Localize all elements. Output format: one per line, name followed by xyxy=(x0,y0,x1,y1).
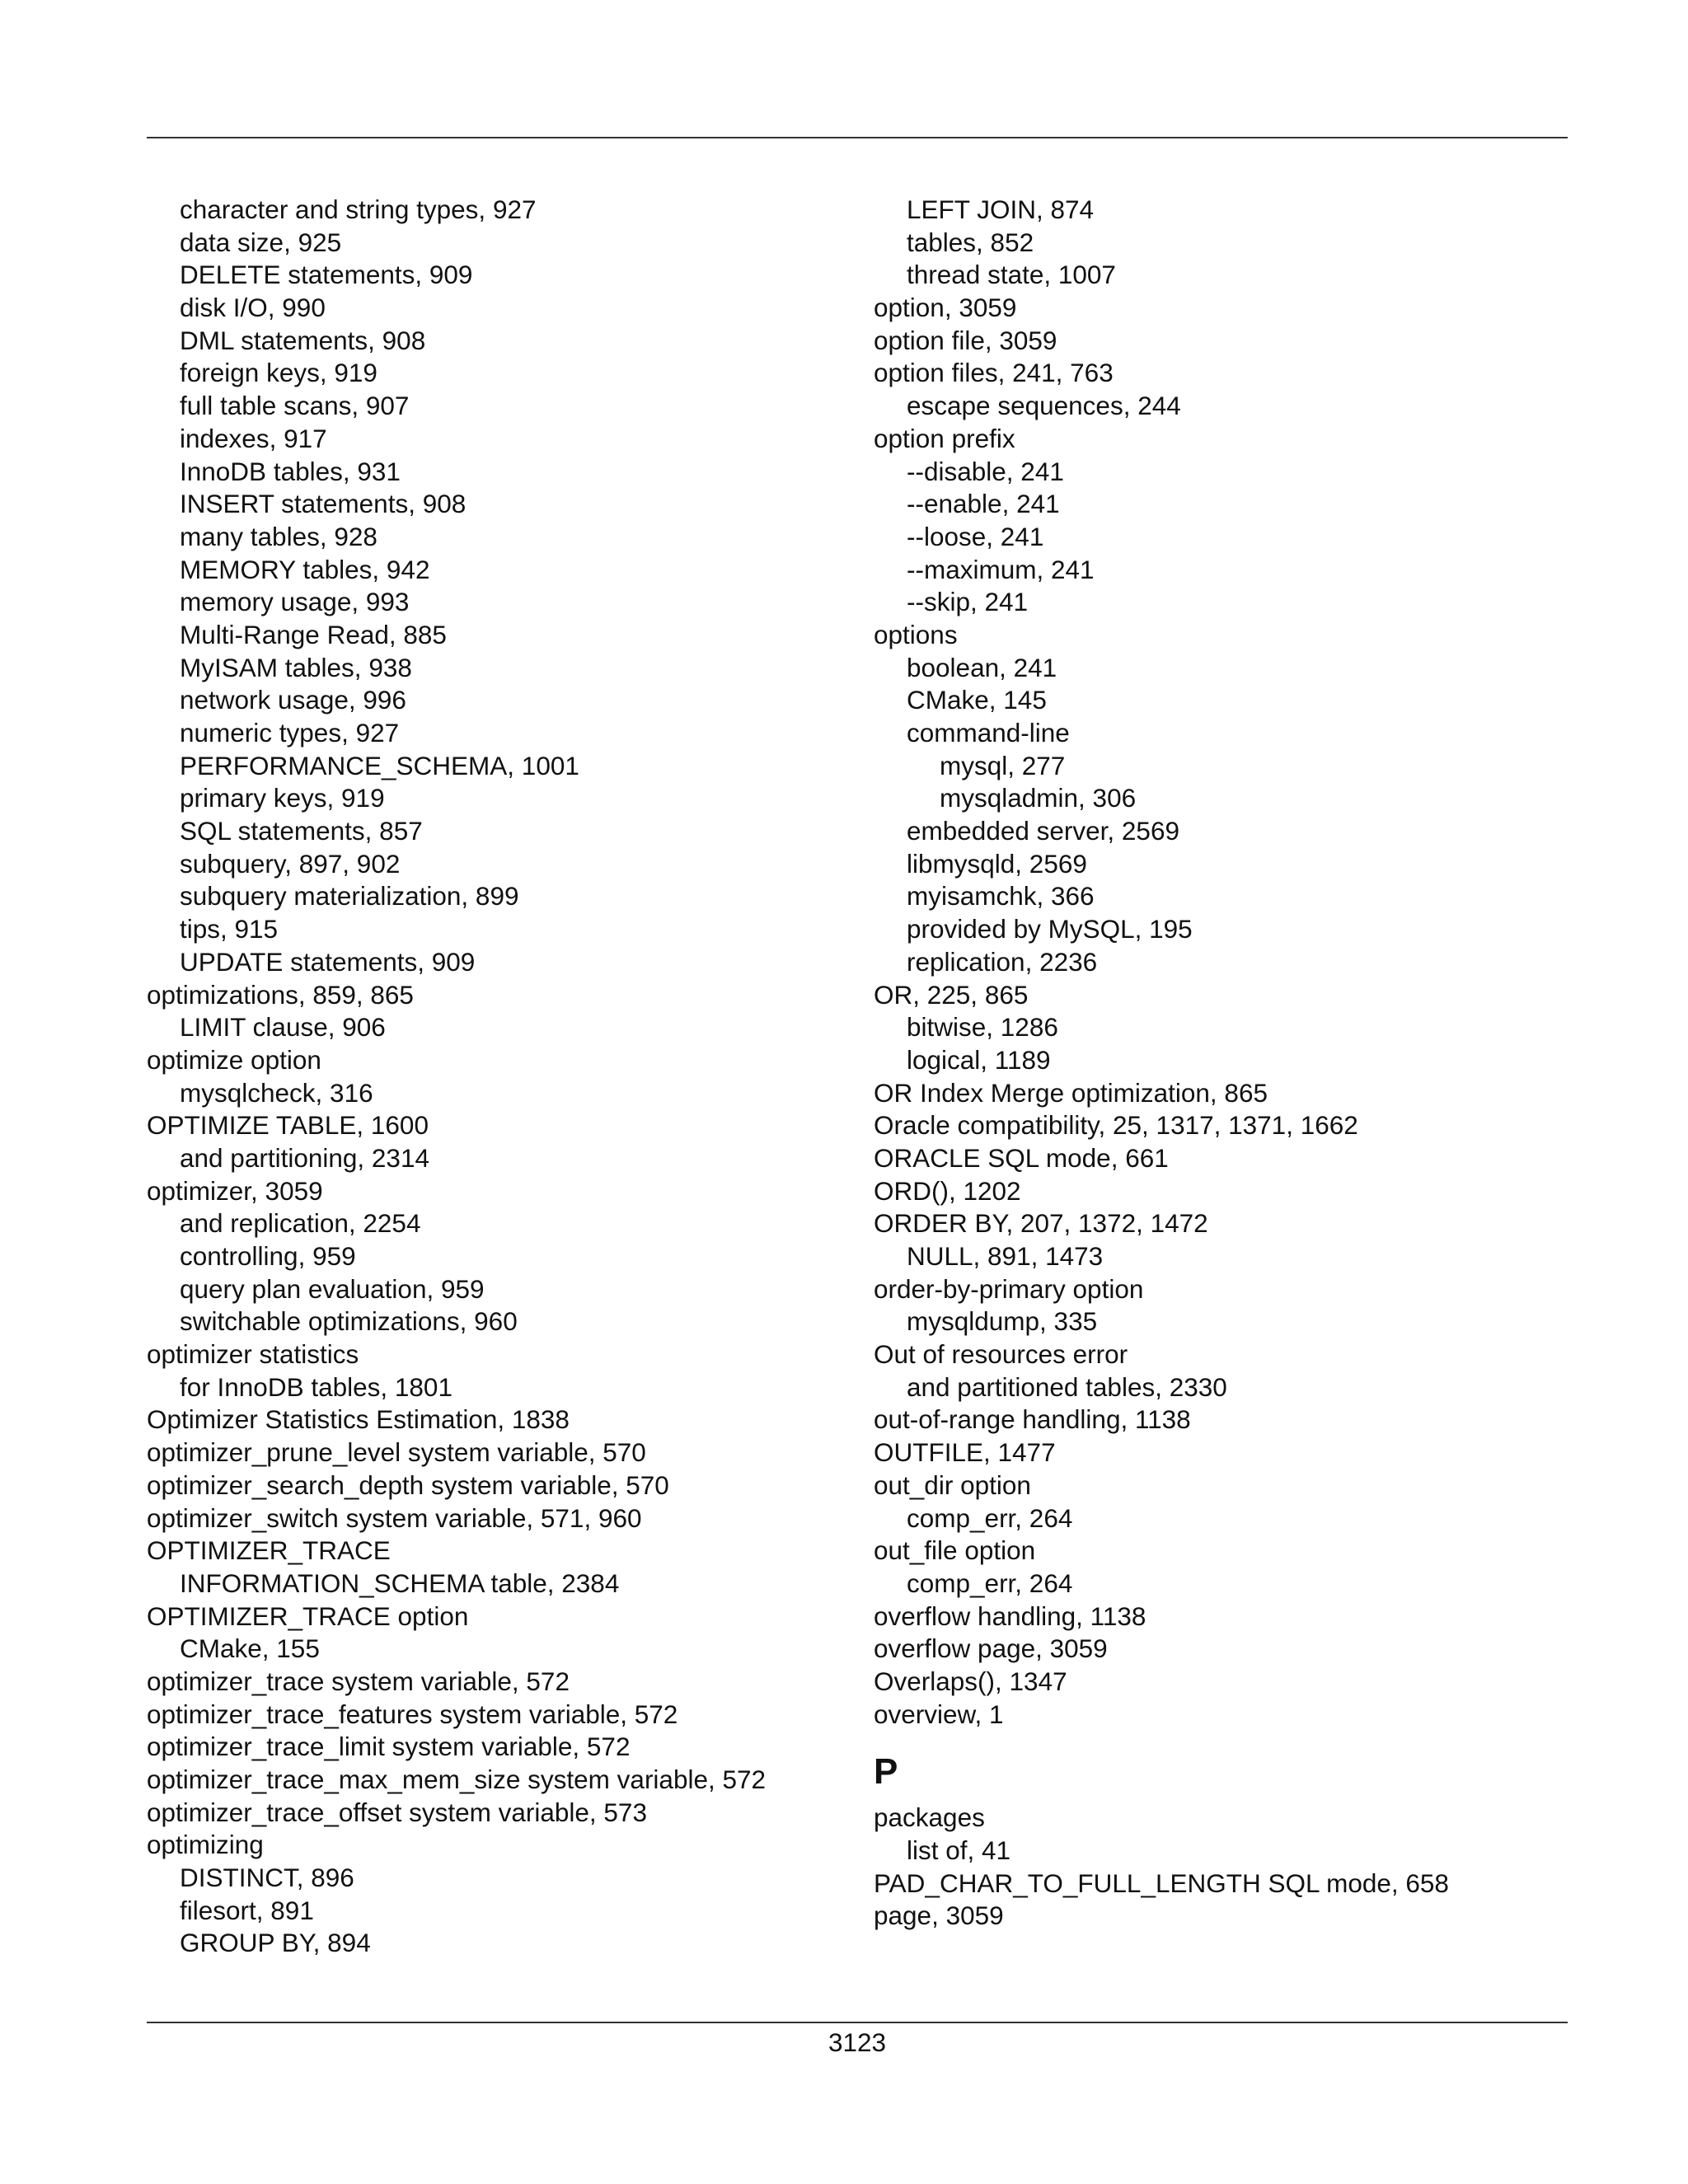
index-subterm: LEFT JOIN, 874 xyxy=(907,194,1095,224)
index-subterm: subquery, 897, 902 xyxy=(180,848,401,879)
index-subterm: tips, 915 xyxy=(180,914,279,944)
index-term: Oracle compatibility, 25, 1317, 1371, 1662 xyxy=(874,1110,1358,1141)
index-term: optimizer_trace_max_mem_size system variable, 572 xyxy=(147,1765,767,1794)
index-subterm: replication, 2236 xyxy=(907,946,1098,977)
index-term: option files, 241, 763 xyxy=(874,358,1114,388)
index-subterm: MyISAM tables, 938 xyxy=(180,652,412,682)
index-subterm: boolean, 241 xyxy=(907,652,1057,682)
index-term: optimizer_trace_features system variable, 572 xyxy=(147,1699,678,1729)
index-column-right xyxy=(874,194,1568,1933)
index-term: optimizer_trace_offset system variable, 573 xyxy=(147,1797,647,1827)
index-subterm: mysqldump, 335 xyxy=(907,1306,1098,1337)
page-number: 3123 xyxy=(828,2027,887,2057)
index-subterm: LIMIT clause, 906 xyxy=(180,1012,386,1043)
index-subterm: --skip, 241 xyxy=(907,587,1029,617)
index-term: overflow page, 3059 xyxy=(874,1633,1108,1664)
index-term: Optimizer Statistics Estimation, 1838 xyxy=(147,1404,570,1435)
index-term: OPTIMIZER_TRACE option xyxy=(147,1601,469,1631)
index-subterm: memory usage, 993 xyxy=(180,587,410,617)
index-subterm: PERFORMANCE_SCHEMA, 1001 xyxy=(180,750,579,780)
index-subterm: data size, 925 xyxy=(180,227,342,257)
index-term: option prefix xyxy=(874,423,1015,453)
index-subterm: thread state, 1007 xyxy=(907,260,1116,290)
index-term: optimizer_switch system variable, 571, 960 xyxy=(147,1502,642,1533)
index-term: option, 3059 xyxy=(874,293,1017,323)
index-term: Overlaps(), 1347 xyxy=(874,1666,1067,1696)
index-subterm: list of, 41 xyxy=(907,1835,1011,1865)
section-letter-heading: P xyxy=(874,1751,898,1793)
header-rule xyxy=(147,137,1568,138)
index-subterm: controlling, 959 xyxy=(180,1241,356,1271)
index-subterm: --enable, 241 xyxy=(907,489,1060,519)
index-subterm: for InnoDB tables, 1801 xyxy=(180,1371,452,1402)
index-subterm: mysqladmin, 306 xyxy=(940,783,1137,813)
index-subterm: mysql, 277 xyxy=(940,750,1066,780)
index-subterm: DISTINCT, 896 xyxy=(180,1863,354,1893)
index-column-left xyxy=(147,194,856,1960)
index-subterm: DELETE statements, 909 xyxy=(180,260,473,290)
index-term: out_dir option xyxy=(874,1469,1031,1500)
index-term: ORD(), 1202 xyxy=(874,1175,1021,1206)
index-subterm: SQL statements, 857 xyxy=(180,816,423,846)
index-subterm: numeric types, 927 xyxy=(180,718,400,748)
index-term: page, 3059 xyxy=(874,1900,1004,1931)
index-subterm: embedded server, 2569 xyxy=(907,816,1179,846)
index-term: Out of resources error xyxy=(874,1339,1128,1370)
index-term: OR Index Merge optimization, 865 xyxy=(874,1077,1268,1108)
index-term: options xyxy=(874,619,958,649)
index-term: PAD_CHAR_TO_FULL_LENGTH SQL mode, 658 xyxy=(874,1868,1449,1898)
index-subterm: comp_err, 264 xyxy=(907,1568,1073,1598)
index-subterm: many tables, 928 xyxy=(180,521,377,551)
index-subterm: subquery materialization, 899 xyxy=(180,881,519,912)
index-subterm: --loose, 241 xyxy=(907,521,1044,551)
index-term: optimizer, 3059 xyxy=(147,1175,323,1206)
index-subterm: query plan evaluation, 959 xyxy=(180,1273,485,1304)
index-subterm: myisamchk, 366 xyxy=(907,881,1095,912)
index-subterm: indexes, 917 xyxy=(180,423,327,453)
index-subterm: InnoDB tables, 931 xyxy=(180,456,401,486)
index-subterm: full table scans, 907 xyxy=(180,391,410,421)
index-subterm: foreign keys, 919 xyxy=(180,358,377,388)
index-subterm: DML statements, 908 xyxy=(180,325,426,355)
index-subterm: --maximum, 241 xyxy=(907,554,1095,584)
index-term: optimizer_trace system variable, 572 xyxy=(147,1666,570,1696)
index-term: option file, 3059 xyxy=(874,325,1057,355)
index-subterm: filesort, 891 xyxy=(180,1895,314,1925)
index-term: optimizer_prune_level system variable, 570 xyxy=(147,1437,646,1468)
index-subterm: GROUP BY, 894 xyxy=(180,1928,371,1958)
index-term: optimizer_trace_limit system variable, 572 xyxy=(147,1732,631,1762)
index-term: out-of-range handling, 1138 xyxy=(874,1404,1191,1435)
index-term: overview, 1 xyxy=(874,1699,1004,1729)
index-term: packages xyxy=(874,1802,985,1833)
index-subterm: provided by MySQL, 195 xyxy=(907,914,1193,944)
index-subterm: logical, 1189 xyxy=(907,1044,1051,1075)
index-subterm: and partitioned tables, 2330 xyxy=(907,1371,1227,1402)
index-subterm: MEMORY tables, 942 xyxy=(180,554,430,584)
index-subterm: mysqlcheck, 316 xyxy=(180,1077,373,1108)
index-term: order-by-primary option xyxy=(874,1273,1144,1304)
index-subterm: comp_err, 264 xyxy=(907,1502,1073,1533)
index-subterm: INFORMATION_SCHEMA table, 2384 xyxy=(180,1568,620,1598)
index-term: overflow handling, 1138 xyxy=(874,1601,1146,1631)
index-subterm: character and string types, 927 xyxy=(180,194,537,224)
index-term: optimizations, 859, 865 xyxy=(147,979,414,1010)
index-subterm: NULL, 891, 1473 xyxy=(907,1241,1104,1271)
index-term: optimize option xyxy=(147,1044,321,1075)
index-subterm: primary keys, 919 xyxy=(180,783,385,813)
index-subterm: and replication, 2254 xyxy=(180,1208,421,1239)
footer-rule xyxy=(147,2022,1568,2023)
index-subterm: --disable, 241 xyxy=(907,456,1064,486)
index-subterm: CMake, 155 xyxy=(180,1633,320,1664)
index-subterm: Multi-Range Read, 885 xyxy=(180,619,447,649)
index-term: OPTIMIZER_TRACE xyxy=(147,1535,391,1566)
index-term: out_file option xyxy=(874,1535,1036,1566)
index-subterm: command-line xyxy=(907,718,1070,748)
index-subterm: disk I/O, 990 xyxy=(180,293,326,323)
index-term: optimizer statistics xyxy=(147,1339,359,1370)
index-subterm: INSERT statements, 908 xyxy=(180,489,467,519)
index-term: optimizing xyxy=(147,1830,264,1860)
index-term: ORDER BY, 207, 1372, 1472 xyxy=(874,1208,1208,1239)
index-subterm: switchable optimizations, 960 xyxy=(180,1306,518,1337)
index-term: OR, 225, 865 xyxy=(874,979,1029,1010)
index-subterm: CMake, 145 xyxy=(907,685,1047,715)
index-term: optimizer_search_depth system variable, 570 xyxy=(147,1469,669,1500)
index-subterm: network usage, 996 xyxy=(180,685,406,715)
index-term: ORACLE SQL mode, 661 xyxy=(874,1142,1169,1173)
index-subterm: escape sequences, 244 xyxy=(907,391,1181,421)
index-term: OUTFILE, 1477 xyxy=(874,1437,1056,1468)
index-subterm: tables, 852 xyxy=(907,227,1034,257)
index-subterm: bitwise, 1286 xyxy=(907,1012,1058,1043)
index-subterm: libmysqld, 2569 xyxy=(907,848,1087,879)
index-term: OPTIMIZE TABLE, 1600 xyxy=(147,1110,429,1141)
index-subterm: UPDATE statements, 909 xyxy=(180,946,476,977)
index-subterm: and partitioning, 2314 xyxy=(180,1142,429,1173)
